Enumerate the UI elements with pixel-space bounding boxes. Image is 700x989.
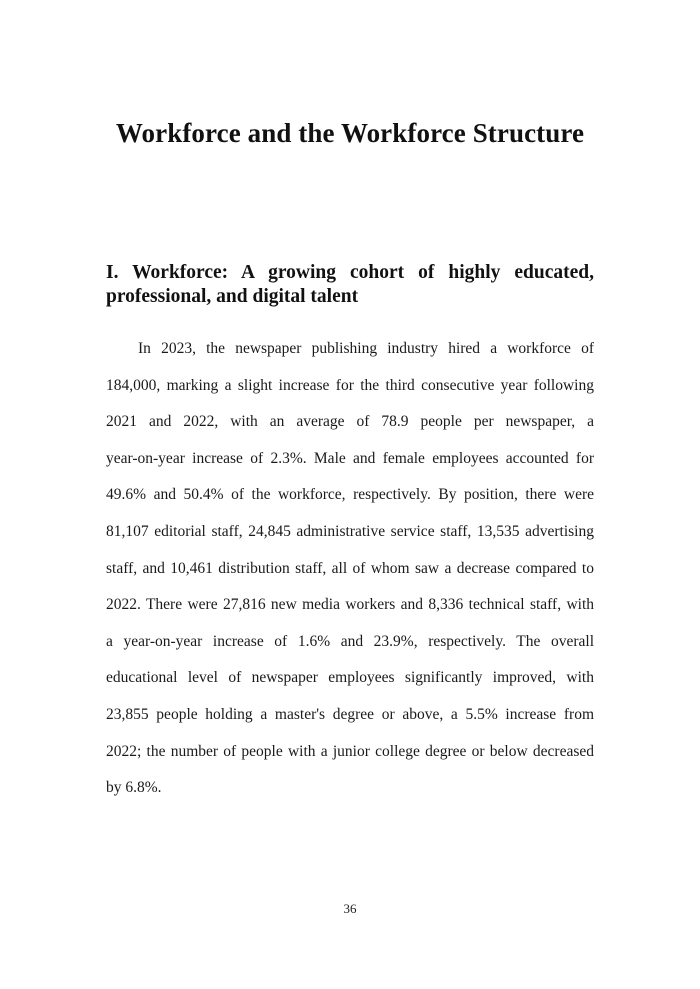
paragraph-line: a year-on-year increase of 1.6% and 23.9%, respectively. The overall	[106, 632, 594, 650]
section-heading-line: I. Workforce: A growing cohort of highly educated,	[106, 262, 594, 283]
paragraph-line: by 6.8%.	[106, 779, 162, 797]
paragraph-line: 49.6% and 50.4% of the workforce, respectively. By position, there were	[106, 486, 594, 504]
paragraph-line: 2021 and 2022, with an average of 78.9 people per newspaper, a	[106, 413, 594, 431]
paragraph-line: 23,855 people holding a master's degree or above, a 5.5% increase from	[106, 705, 594, 723]
paragraph-line: educational level of newspaper employees significantly improved, with	[106, 669, 594, 687]
paragraph-line: year-on-year increase of 2.3%. Male and female employees accounted for	[106, 449, 594, 467]
paragraph-line: 81,107 editorial staff, 24,845 administrative service staff, 13,535 advertising	[106, 522, 594, 540]
page-number: 36	[343, 901, 357, 916]
section-heading	[106, 261, 594, 309]
paragraph-line: 184,000, marking a slight increase for the third consecutive year following	[106, 376, 594, 394]
section-heading-line: professional, and digital talent	[106, 286, 359, 307]
page-title: Workforce and the Workforce Structure	[115, 118, 585, 148]
paragraph-line: staff, and 10,461 distribution staff, all of whom saw a decrease compared to	[106, 559, 594, 577]
paragraph-line: 2022; the number of people with a junior college degree or below decreased	[106, 742, 594, 760]
body-paragraph	[106, 331, 594, 807]
paragraph-line: In 2023, the newspaper publishing industry hired a workforce of	[138, 340, 594, 357]
paragraph-line: 2022. There were 27,816 new media workers and 8,336 technical staff, with	[106, 596, 594, 614]
